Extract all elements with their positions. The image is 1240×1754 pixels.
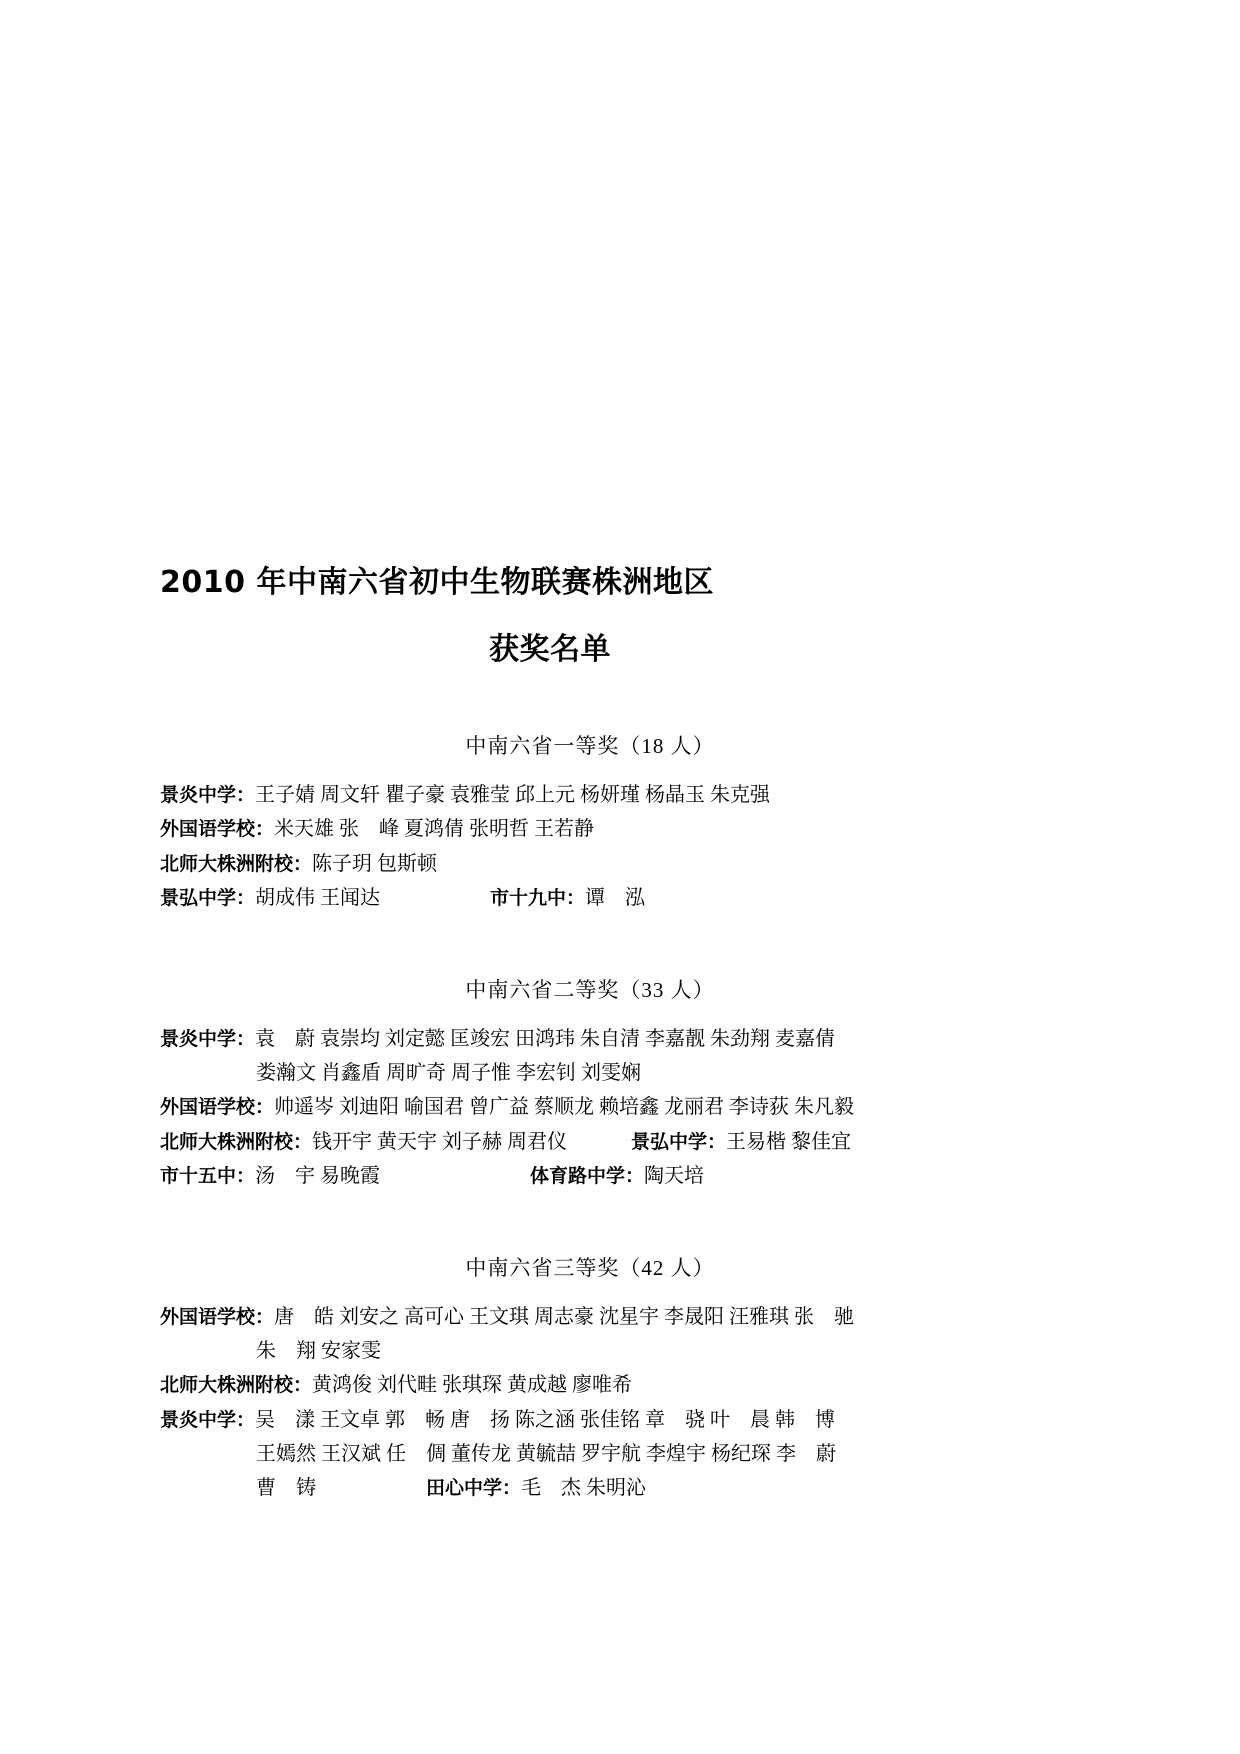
award-entry-row	[160, 1090, 1080, 1124]
award-entry-row	[160, 847, 1080, 881]
student-names: 陈子玥 包斯顿	[312, 852, 438, 875]
student-names: 黄鸿俊 刘代畦 张琪琛 黄成越 廖唯希	[312, 1374, 633, 1397]
school-label: 景弘中学：	[160, 887, 256, 910]
student-names: 陶天培	[644, 1165, 705, 1188]
award-entry-list	[160, 1300, 1080, 1506]
student-names: 王嫣然 王汉斌 任 倜 董传龙 黄毓喆 罗宇航 李煌宇 杨纪琛 李 蔚	[256, 1443, 836, 1466]
student-names: 王易楷 黎佳宜	[726, 1130, 852, 1153]
school-label: 市十九中：	[490, 887, 586, 910]
student-names: 朱 翔 安家雯	[256, 1339, 381, 1362]
school-label: 景弘中学：	[631, 1130, 727, 1153]
award-entry-row	[160, 778, 1080, 812]
award-entry-row	[160, 812, 1080, 846]
school-label: 景炎中学：	[160, 1027, 256, 1050]
student-names: 王子婧 周文轩 瞿子豪 袁雅莹 邱上元 杨妍瑾 杨晶玉 朱克强	[255, 784, 771, 806]
award-entry-row	[160, 1022, 1080, 1056]
award-section	[160, 730, 1080, 916]
school-label: 外国语学校：	[160, 1305, 275, 1328]
award-entry-row	[160, 1159, 1080, 1193]
school-label: 北师大株洲附校：	[160, 1130, 313, 1153]
document-body	[160, 560, 1080, 1506]
school-label: 外国语学校：	[160, 818, 275, 841]
student-names: 谭 泓	[585, 887, 646, 910]
award-sections	[160, 730, 1080, 1506]
school-label: 外国语学校：	[160, 1096, 275, 1119]
student-names: 唐 皓 刘安之 高可心 王文琪 周志豪 沈星宇 李晟阳 汪雅琪 张 驰	[274, 1305, 855, 1328]
award-section-heading: 中南六省三等奖（42 人）	[465, 1255, 715, 1280]
award-entry-row	[160, 1403, 1080, 1437]
school-label: 景炎中学：	[160, 1408, 256, 1431]
award-entry-list	[160, 1022, 1080, 1194]
page-title-line-2: 获奖名单	[489, 632, 611, 667]
award-entry-row	[160, 1368, 1080, 1402]
school-label: 田心中学：	[426, 1477, 522, 1500]
student-names: 娄瀚文 肖鑫盾 周旷奇 周子惟 李宏钊 刘雯娴	[256, 1061, 641, 1084]
student-names: 帅遥岑 刘迪阳 喻国君 曾广益 蔡顺龙 赖培鑫 龙丽君 李诗荻 朱凡毅	[274, 1096, 855, 1119]
award-entry-row	[160, 1437, 1080, 1471]
award-entry-row	[160, 1125, 1080, 1159]
award-entry-row	[160, 1334, 1080, 1368]
award-entry-row	[160, 881, 1080, 915]
student-names: 钱开宇 黄天宇 刘子赫 周君仪	[312, 1130, 568, 1153]
student-names: 汤 宇 易晚霞	[255, 1165, 381, 1188]
student-names: 曹 铸	[256, 1477, 316, 1500]
page-title-line-1: 2010 年中南六省初中生物联赛株洲地区	[160, 565, 714, 600]
award-section-heading: 中南六省一等奖（18 人）	[465, 734, 715, 758]
school-label: 北师大株洲附校：	[160, 1374, 313, 1397]
award-section	[160, 974, 1080, 1194]
school-label: 景炎中学：	[160, 784, 256, 806]
award-entry-list	[160, 778, 1080, 916]
award-section-heading: 中南六省二等奖（33 人）	[465, 977, 715, 1002]
student-names: 米天雄 张 峰 夏鸿倩 张明哲 王若静	[274, 818, 595, 841]
student-names: 吴 漾 王文卓 郭 畅 唐 扬 陈之涵 张佳铭 章 骁 叶 晨 韩 博	[255, 1408, 836, 1431]
student-names: 毛 杰 朱明沁	[521, 1477, 647, 1500]
award-entry-row	[160, 1471, 1080, 1505]
school-label: 市十五中：	[160, 1165, 256, 1188]
award-entry-row	[160, 1300, 1080, 1334]
school-label: 北师大株洲附校：	[160, 852, 313, 875]
student-names: 胡成伟 王闻达	[255, 887, 381, 910]
school-label: 体育路中学：	[530, 1165, 645, 1188]
award-section	[160, 1252, 1080, 1506]
student-names: 袁 蔚 袁崇均 刘定懿 匡竣宏 田鸿玮 朱自清 李嘉靓 朱劲翔 麦嘉倩	[255, 1027, 836, 1050]
award-entry-row	[160, 1056, 1080, 1090]
